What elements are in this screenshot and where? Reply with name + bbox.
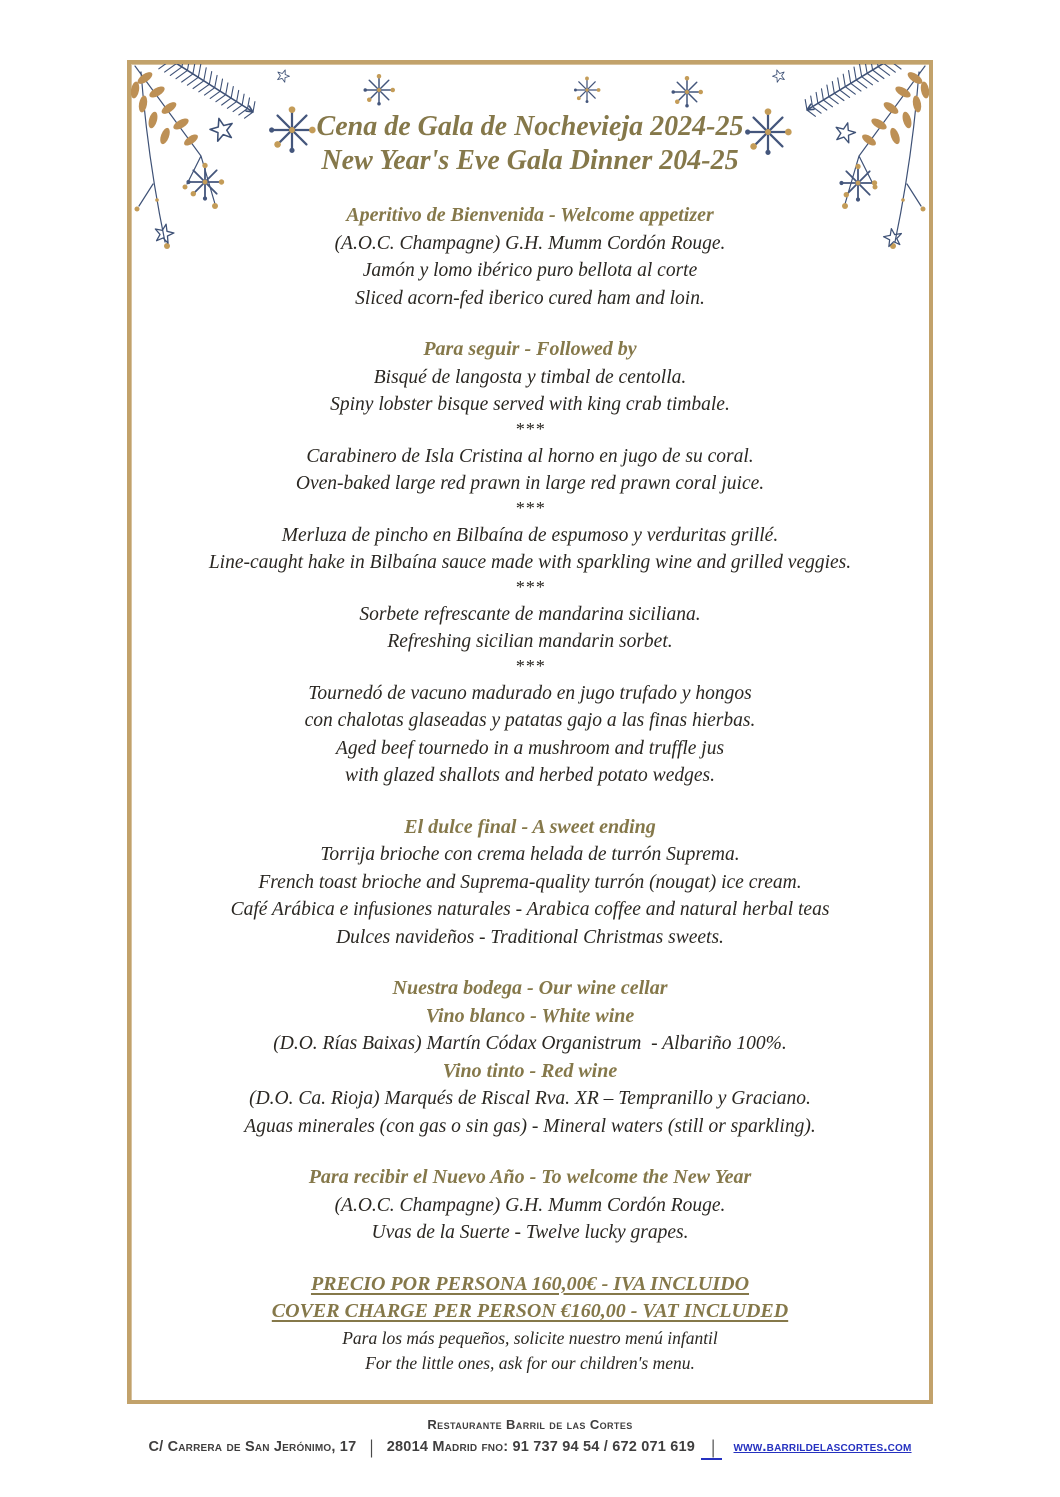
menu-item-line: Spiny lobster bisque served with king crab timbale. xyxy=(330,394,730,415)
link-underline-decoration xyxy=(701,1438,722,1460)
menu-item-line: Sorbete refrescante de mandarina siciliana. xyxy=(359,603,701,625)
menu-item-line: Café Arábica e infusiones naturales - Arabica coffee and natural herbal teas xyxy=(230,899,830,920)
note-line: Para los más pequeños, solicite nuestro menú infantil xyxy=(342,1327,718,1348)
section-heading: Vino blanco - White wine xyxy=(425,1004,635,1027)
footer-separator: | xyxy=(369,1437,374,1459)
restaurant-name: Restaurante Barril de las Cortes xyxy=(427,1417,633,1432)
section-heading: El dulce final - A sweet ending xyxy=(404,815,656,838)
menu-item-line: Aged beef tournedo in a mushroom and truffle jus xyxy=(335,737,725,759)
menu-item-line: Oven-baked large red prawn in large red prawn coral juice. xyxy=(295,473,765,494)
menu-item-line: (D.O. Rías Baixas) Martín Códax Organistrum - Albariño 100%. xyxy=(273,1033,787,1054)
menu-lines xyxy=(131,202,929,1377)
price-line: COVER CHARGE PER PERSON €160,00 - VAT INCLUDED xyxy=(271,1300,789,1322)
menu-item-line: Line-caught hake in Bilbaína sauce made with sparkling wine and grilled veggies. xyxy=(208,552,852,573)
menu-item-line: Sliced acorn-fed iberico cured ham and loin. xyxy=(355,287,705,309)
note-line: For the little ones, ask for our children's menu. xyxy=(365,1353,695,1373)
menu-item-line: (A.O.C. Champagne) G.H. Mumm Cordón Rouge. xyxy=(334,1194,726,1216)
section-heading: Para seguir - Followed by xyxy=(423,338,637,360)
menu-item-line: Carabinero de Isla Cristina al horno en jugo de su coral. xyxy=(306,445,754,467)
price-line: PRECIO POR PERSONA 160,00€ - IVA INCLUIDO xyxy=(310,1272,750,1295)
menu-item-line: Refreshing sicilian mandarin sorbet. xyxy=(387,631,673,652)
footer-address: C/ Carrera de San Jerónimo, 17 xyxy=(148,1439,357,1455)
menu-item-line: Torrija brioche con crema helada de turrón Suprema. xyxy=(320,844,740,865)
section-heading: Aperitivo de Bienvenida - Welcome appetizer xyxy=(346,204,714,226)
section-heading: Nuestra bodega - Our wine cellar xyxy=(392,977,668,999)
menu-title-english: New Year's Eve Gala Dinner 204-25 xyxy=(321,145,739,176)
footer-contact-line xyxy=(0,1438,1060,1460)
menu-item-line: Merluza de pincho en Bilbaína de espumoso y verduritas grillé. xyxy=(281,524,779,546)
section-heading: Vino tinto - Red wine xyxy=(442,1059,618,1082)
menu-item-line: con chalotas glaseadas y patatas gajo a las finas hierbas. xyxy=(304,710,756,731)
menu-item-line: Tournedó de vacuno madurado en jugo trufado y hongos xyxy=(308,682,752,704)
menu-item-line: Aguas minerales (con gas o sin gas) - Mineral waters (still or sparkling). xyxy=(244,1115,816,1137)
menu-item-line: Bisqué de langosta y timbal de centolla. xyxy=(373,366,687,388)
course-separator: *** xyxy=(515,576,545,597)
course-separator: *** xyxy=(515,497,545,518)
footer-separator: | xyxy=(711,1437,716,1459)
course-separator: *** xyxy=(515,655,545,676)
menu-content xyxy=(131,64,929,1377)
menu-item-line: Dulces navideños - Traditional Christmas sweets. xyxy=(336,926,724,948)
menu-item-line: Jamón y lomo ibérico puro bellota al corte xyxy=(362,260,698,281)
menu-item-line: Uvas de la Suerte - Twelve lucky grapes. xyxy=(371,1222,689,1243)
website-link[interactable]: www.barrildelascortes.com xyxy=(733,1439,912,1455)
menu-card xyxy=(127,60,933,1404)
course-separator: *** xyxy=(515,418,545,439)
section-heading: Para recibir el Nuevo Año - To welcome the New Year xyxy=(308,1166,752,1188)
menu-item-line: (D.O. Ca. Rioja) Marqués de Riscal Rva. XR – Tempranillo y Graciano. xyxy=(249,1088,811,1109)
footer xyxy=(0,1417,1060,1460)
footer-phone: 28014 Madrid fno: 91 737 94 54 / 672 071 619 xyxy=(386,1439,696,1455)
menu-item-line: with glazed shallots and herbed potato wedges. xyxy=(345,765,715,786)
menu-title-spanish: Cena de Gala de Nochevieja 2024-25 xyxy=(316,111,744,142)
menu-item-line: (A.O.C. Champagne) G.H. Mumm Cordón Rouge. xyxy=(334,232,726,254)
menu-item-line: French toast brioche and Suprema-quality turrón (nougat) ice cream. xyxy=(258,871,802,893)
